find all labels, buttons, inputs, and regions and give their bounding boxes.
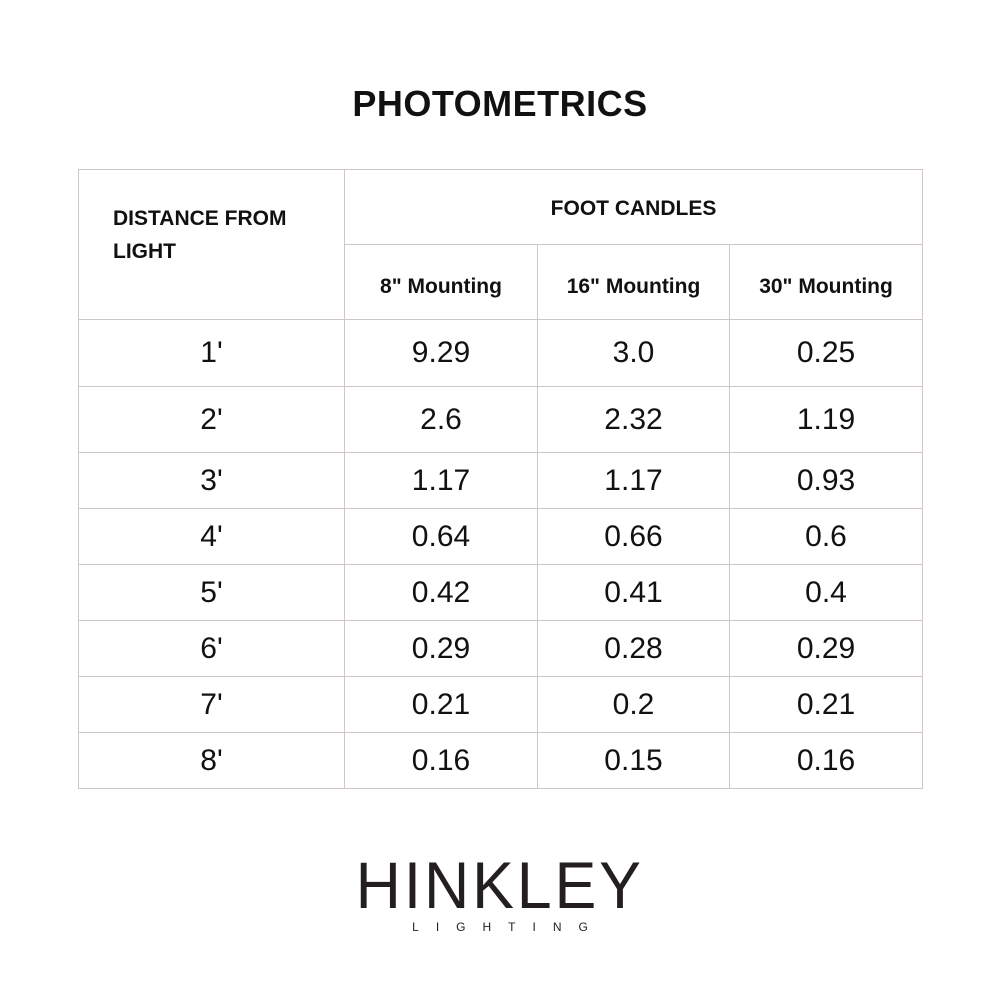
hinkley-lighting-logo	[0, 848, 1000, 934]
value-cell-8: 0.64	[345, 509, 538, 565]
table-row	[79, 565, 923, 621]
value-cell-30: 0.6	[730, 509, 923, 565]
table-row	[79, 677, 923, 733]
value-cell-30: 0.25	[730, 320, 923, 387]
mounting-header-16: 16" Mounting	[538, 245, 730, 320]
value-cell-16: 0.41	[538, 565, 730, 621]
page-title: PHOTOMETRICS	[352, 83, 648, 124]
value-cell-8: 2.6	[345, 387, 538, 453]
distance-cell: 1'	[79, 320, 345, 387]
table-row	[79, 387, 923, 453]
value-cell-8: 9.29	[345, 320, 538, 387]
distance-cell: 4'	[79, 509, 345, 565]
value-cell-30: 1.19	[730, 387, 923, 453]
distance-column-header: DISTANCE FROM LIGHT	[79, 170, 345, 320]
table-row	[79, 621, 923, 677]
value-cell-30: 0.21	[730, 677, 923, 733]
value-cell-16: 0.66	[538, 509, 730, 565]
table-row	[79, 733, 923, 789]
value-cell-8: 0.42	[345, 565, 538, 621]
distance-cell: 8'	[79, 733, 345, 789]
table-row	[79, 509, 923, 565]
distance-cell: 5'	[79, 565, 345, 621]
foot-candles-group-header: FOOT CANDLES	[345, 170, 923, 245]
value-cell-8: 0.16	[345, 733, 538, 789]
value-cell-8: 0.21	[345, 677, 538, 733]
table-row	[79, 453, 923, 509]
value-cell-16: 0.2	[538, 677, 730, 733]
value-cell-16: 0.28	[538, 621, 730, 677]
value-cell-30: 0.16	[730, 733, 923, 789]
distance-cell: 3'	[79, 453, 345, 509]
value-cell-30: 0.4	[730, 565, 923, 621]
mounting-header-30: 30" Mounting	[730, 245, 923, 320]
value-cell-8: 1.17	[345, 453, 538, 509]
distance-cell: 2'	[79, 387, 345, 453]
photometrics-table	[78, 169, 923, 789]
logo-subtitle: LIGHTING	[412, 920, 605, 934]
distance-cell: 6'	[79, 621, 345, 677]
logo-wordmark: HINKLEY	[355, 848, 645, 922]
value-cell-16: 2.32	[538, 387, 730, 453]
distance-cell: 7'	[79, 677, 345, 733]
value-cell-16: 3.0	[538, 320, 730, 387]
value-cell-8: 0.29	[345, 621, 538, 677]
value-cell-16: 0.15	[538, 733, 730, 789]
value-cell-16: 1.17	[538, 453, 730, 509]
mounting-header-8: 8" Mounting	[345, 245, 538, 320]
table-row	[79, 320, 923, 387]
value-cell-30: 0.93	[730, 453, 923, 509]
value-cell-30: 0.29	[730, 621, 923, 677]
